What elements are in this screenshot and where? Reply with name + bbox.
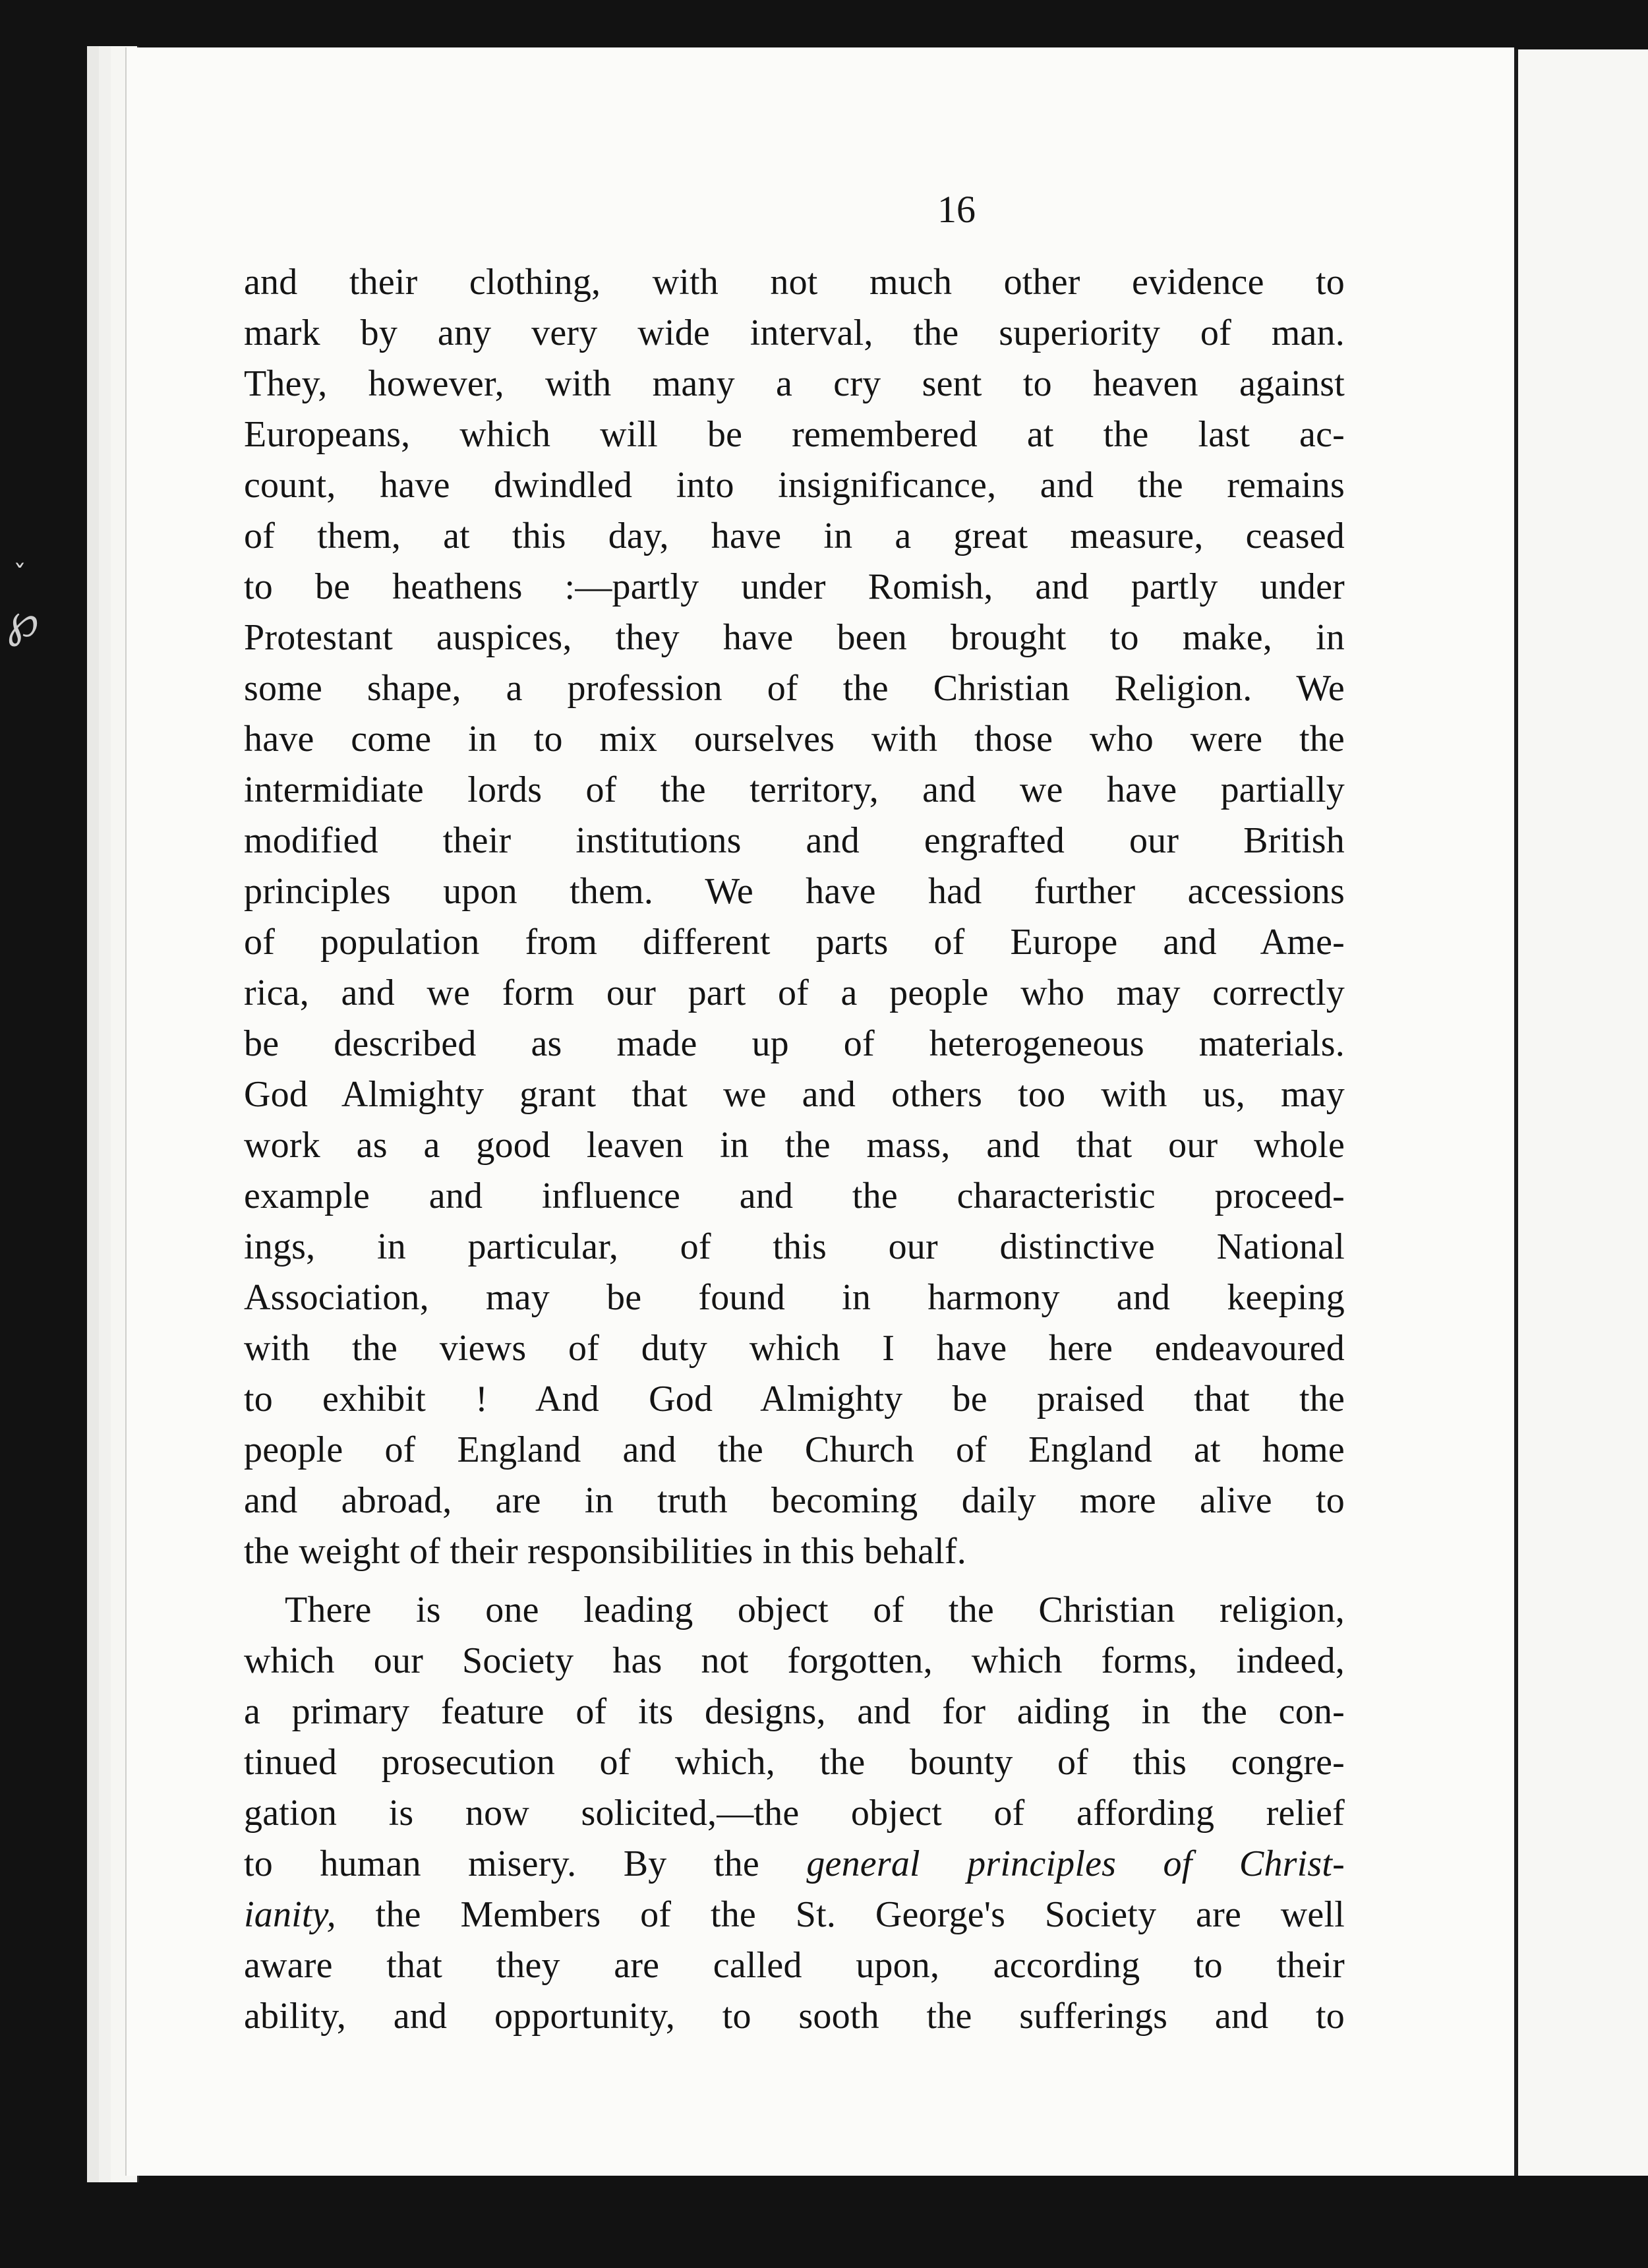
text-line: with the views of duty which I have here endeavoured: [244, 1328, 1345, 1369]
text-line: ings, in particular, of this our distinctive National: [244, 1226, 1345, 1267]
text-line: and their clothing, with not much other evidence to: [244, 262, 1345, 303]
page-number: 16: [937, 188, 976, 231]
italic-run: general principles of Christ-: [806, 1843, 1345, 1884]
text-line: There is one leading object of the Christian religion,: [285, 1590, 1345, 1630]
text-line: example and influence and the characteristic proceed-: [244, 1176, 1345, 1216]
text-line: God Almighty grant that we and others too with us, may: [244, 1074, 1345, 1115]
margin-mark: ˇ: [13, 560, 26, 591]
text-line-mixed: [244, 1890, 1345, 1940]
text-line: Association, may be found in harmony and keeping: [244, 1277, 1345, 1318]
text-line: Protestant auspices, they have been brought to make, in: [244, 617, 1345, 658]
text-line: some shape, a profession of the Christian Religion. We: [244, 668, 1345, 709]
italic-run: ianity,: [244, 1894, 336, 1935]
text-line: They, however, with many a cry sent to heaven against: [244, 363, 1345, 404]
text-line: the weight of their responsibilities in this behalf.: [244, 1531, 966, 1572]
text-line-mixed: [244, 1839, 1345, 1890]
text-line: tinued prosecution of which, the bounty of this congre-: [244, 1742, 1345, 1783]
text-line: and abroad, are in truth becoming daily more alive to: [244, 1480, 1345, 1521]
body-text: [244, 257, 1345, 2042]
text-line: which our Society has not forgotten, which forms, indeed,: [244, 1640, 1345, 1681]
text-line: of population from different parts of Europe and Ame-: [244, 922, 1345, 963]
text-line: people of England and the Church of England at home: [244, 1429, 1345, 1470]
margin-mark: ℘: [7, 593, 39, 647]
text-line: of them, at this day, have in a great measure, ceased: [244, 516, 1345, 556]
facing-page: [1513, 49, 1648, 2176]
text-line: a primary feature of its designs, and for aiding in the con-: [244, 1691, 1345, 1732]
text-line: count, have dwindled into insignificance, and the remains: [244, 465, 1345, 506]
text-line: aware that they are called upon, according to their: [244, 1945, 1345, 1986]
text-line: mark by any very wide interval, the superiority of man.: [244, 313, 1345, 353]
text-line: ability, and opportunity, to sooth the sufferings and to: [244, 1996, 1345, 2037]
text-line: work as a good leaven in the mass, and that our whole: [244, 1125, 1345, 1166]
text-line: intermidiate lords of the territory, and we have partially: [244, 769, 1345, 810]
text-line: be described as made up of heterogeneous materials.: [244, 1023, 1345, 1064]
text-line: principles upon them. We have had further accessions: [244, 871, 1345, 912]
text-line: Europeans, which will be remembered at the last ac-: [244, 414, 1345, 455]
text-line: have come in to mix ourselves with those who were the: [244, 719, 1345, 760]
text-line: to be heathens :—partly under Romish, and partly under: [244, 566, 1345, 607]
paragraph-gap: [244, 1577, 1345, 1585]
text-line: rica, and we form our part of a people who may correctly: [244, 972, 1345, 1013]
text-run: to human misery. By the: [244, 1843, 759, 1884]
text-line: gation is now solicited,—the object of affording relief: [244, 1793, 1345, 1834]
text-line: to exhibit ! And God Almighty be praised that the: [244, 1379, 1345, 1419]
text-line: modified their institutions and engrafted our British: [244, 820, 1345, 861]
text-run: the Members of the St. George's Society are well: [375, 1894, 1345, 1935]
